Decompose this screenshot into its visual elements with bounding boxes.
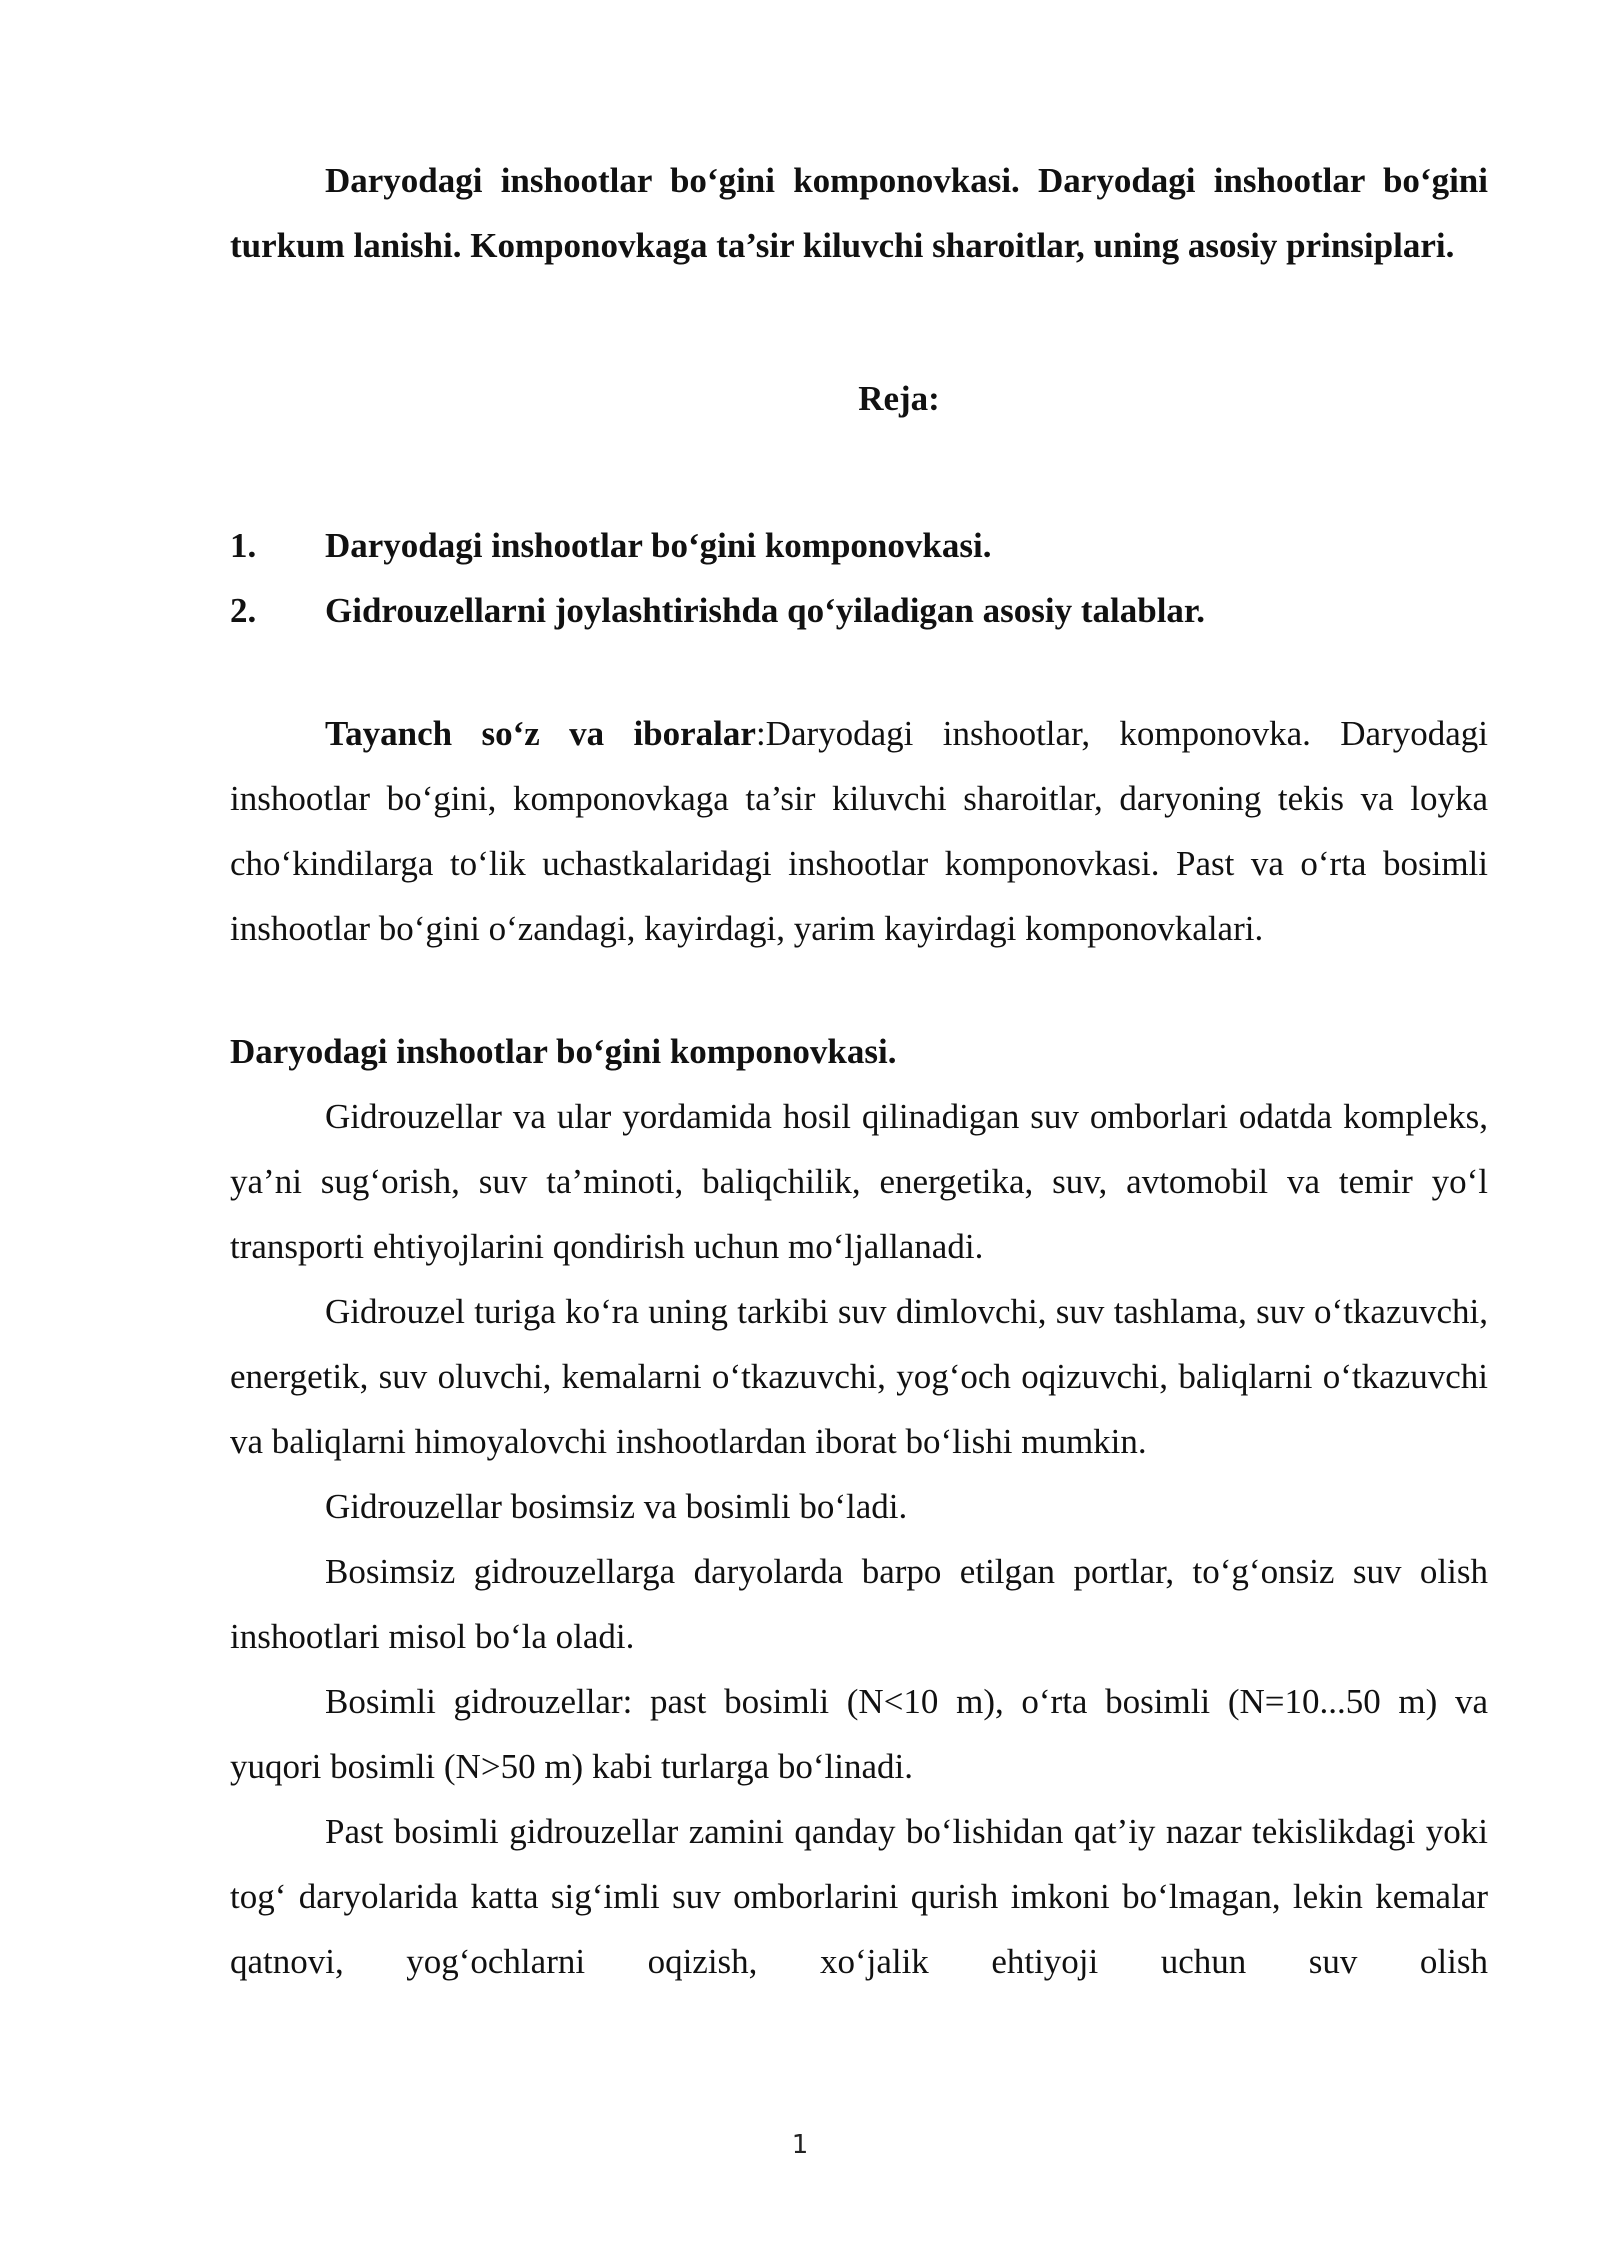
keywords-text: :Daryodagi inshootlar, komponovka. Daryodagi inshootlar bo‘gini, komponovkaga ta’sir kiluvchi sharoitlar, daryoning tekis va loyka cho‘kindilarga to‘lik uchastkalaridagi inshootlar komponovkasi. Past va o‘rta bosimli inshootlar bo‘gini o‘zandagi, kayirdagi, yarim kayirdagi komponovkalari. [230,714,1488,948]
plan-heading: Reja: [858,379,940,418]
keywords-paragraph [230,701,1488,961]
document-title: Daryodagi inshootlar bo‘gini komponovkasi. Daryodagi inshootlar bo‘gini turkum lanishi. Komponovkaga ta’sir kiluvchi sharoitlar, uning asosiy prinsiplari. [230,161,1488,265]
page-number: 1 [791,2130,809,2160]
body-paragraph: Past bosimli gidrouzellar zamini qanday bo‘lishidan qat’iy nazar tekislikdagi yoki tog‘ daryolarida katta sig‘imli suv omborlarini qurish imkoni bo‘lmagan, lekin kemalar qatnovi, yog‘ochlarni oqizish, xo‘jalik ehtiyoji uchun suv olish [230,1812,1488,1981]
plan-item [230,578,1488,643]
body-paragraph: Gidrouzellar va ular yordamida hosil qilinadigan suv omborlari odatda kompleks, ya’ni sug‘orish, suv ta’minoti, baliqchilik, energetika, suv, avtomobil va temir yo‘l transporti ehtiyojlarini qondirish uchun mo‘ljallanadi. [230,1097,1488,1266]
plan-list [230,513,1488,643]
keywords-label: Tayanch so‘z va iboralar [325,714,756,753]
plan-item [230,513,1488,578]
plan-item-number: 1. [230,526,257,565]
body-paragraph: Bosimli gidrouzellar: past bosimli (N<10 m), o‘rta bosimli (N=10...50 m) va yuqori bosimli (N>50 m) kabi turlarga bo‘linadi. [230,1682,1488,1786]
section-heading: Daryodagi inshootlar bo‘gini komponovkasi. [230,1032,897,1071]
body-paragraph: Gidrouzellar bosimsiz va bosimli bo‘ladi. [325,1487,908,1526]
plan-item-text: Gidrouzellarni joylashtirishda qo‘yiladigan asosiy talablar. [325,591,1206,630]
plan-item-number: 2. [230,591,257,630]
document-page [230,148,1488,1994]
body-paragraph: Gidrouzel turiga ko‘ra uning tarkibi suv dimlovchi, suv tashlama, suv o‘tkazuvchi, energetik, suv oluvchi, kemalarni o‘tkazuvchi, yog‘och oqizuvchi, baliqlarni o‘tkazuvchi va baliqlarni himoyalovchi inshootlardan iborat bo‘lishi mumkin. [230,1292,1488,1461]
plan-item-text: Daryodagi inshootlar bo‘gini komponovkasi. [325,526,992,565]
body-paragraph: Bosimsiz gidrouzellarga daryolarda barpo etilgan portlar, to‘g‘onsiz suv olish inshootlari misol bo‘la oladi. [230,1552,1488,1656]
